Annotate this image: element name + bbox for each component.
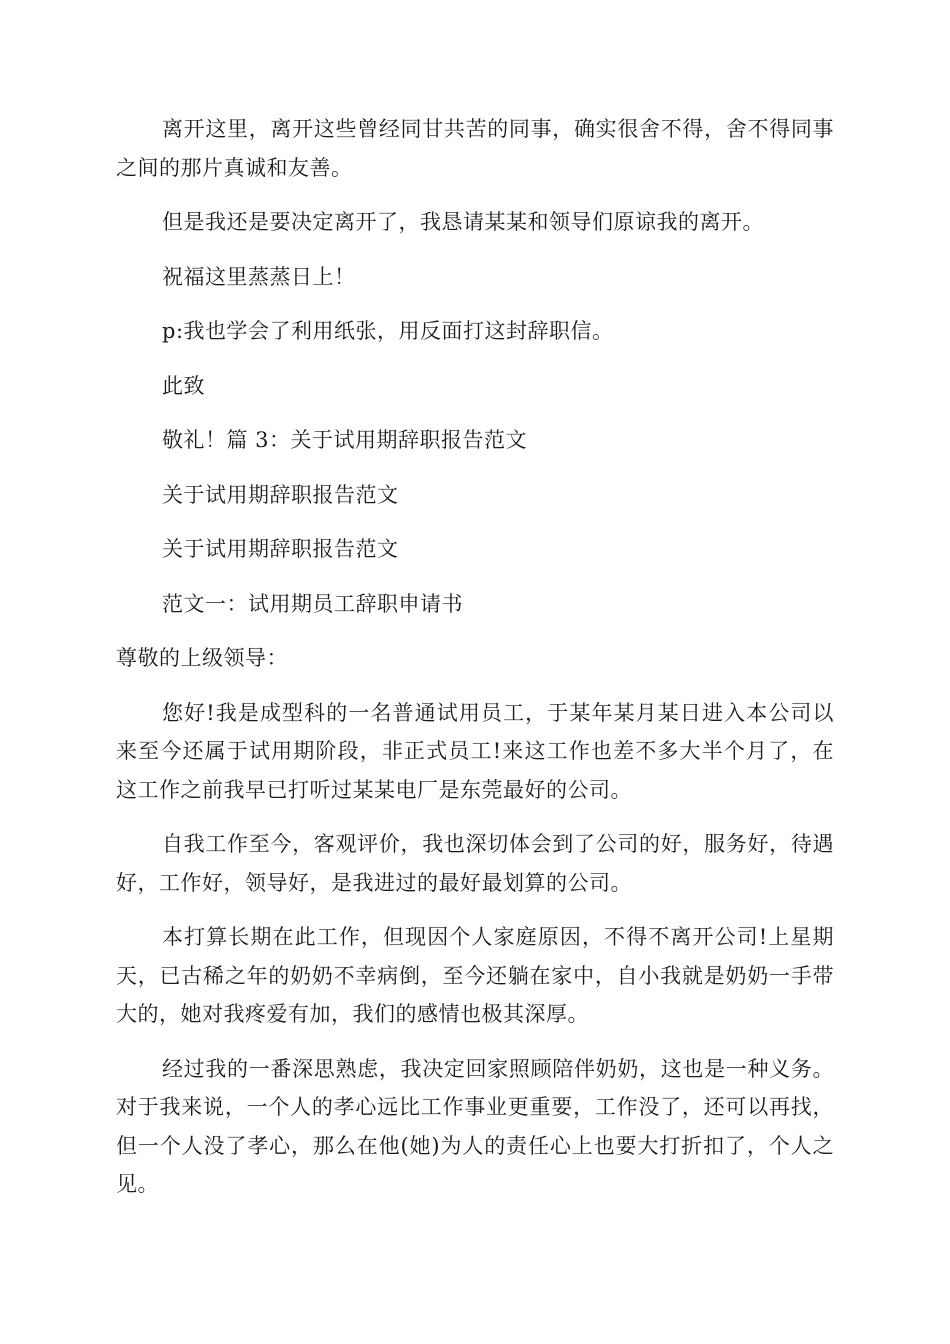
paragraph-salutation: 尊敬的上级领导： — [116, 646, 288, 670]
paragraph-salute-section-title: 敬礼！篇 3：关于试用期辞职报告范文 — [162, 428, 528, 452]
paragraph-farewell-colleagues: 离开这里，离开这些曾经同甘共苦的同事，确实很舍不得，舍不得同事之间的那片真诚和友善。 — [116, 117, 834, 180]
paragraph-section-heading: 关于试用期辞职报告范文 — [162, 482, 399, 507]
paragraph-family-reason: 本打算长期在此工作，但现因个人家庭原因，不得不离开公司!上星期天，已古稀之年的奶奶不幸病倒，至今还躺在家中，自小我就是奶奶一手带大的，她对我疼爱有加，我们的感情也极其深厚。 — [116, 925, 834, 1026]
paragraph-postscript: p:我也学会了利用纸张，用反面打这封辞职信。 — [162, 319, 614, 343]
paragraph-blessing: 祝福这里蒸蒸日上！ — [162, 264, 356, 289]
paragraph-evaluation: 自我工作至今，客观评价，我也深切体会到了公司的好，服务好，待遇好，工作好，领导好，是我进过的最好最划算的公司。 — [116, 832, 834, 895]
paragraph-sample-title: 范文一：试用期员工辞职申请书 — [162, 591, 463, 616]
paragraph-closing: 此致 — [162, 373, 205, 398]
paragraph-section-heading-repeat: 关于试用期辞职报告范文 — [162, 537, 399, 561]
paragraph-introduction: 您好!我是成型科的一名普通试用员工，于某年某月某日进入本公司以来至今还属于试用期阶段，非正式员工!来这工作也差不多大半个月了，在这工作之前我早已打听过某某电厂是东莞最好的公司。 — [116, 700, 834, 802]
paragraph-decision-reason: 经过我的一番深思熟虑，我决定回家照顾陪伴奶奶，这也是一种义务。对于我来说，一个人的孝心远比工作事业更重要，工作没了，还可以再找，但一个人没了孝心，那么在他(她)为人的责任心上也要大打折扣了，个人之见。 — [116, 1056, 834, 1196]
document-body — [116, 110, 834, 1220]
paragraph-decision: 但是我还是要决定离开了，我恳请某某和领导们原谅我的离开。 — [162, 210, 764, 234]
